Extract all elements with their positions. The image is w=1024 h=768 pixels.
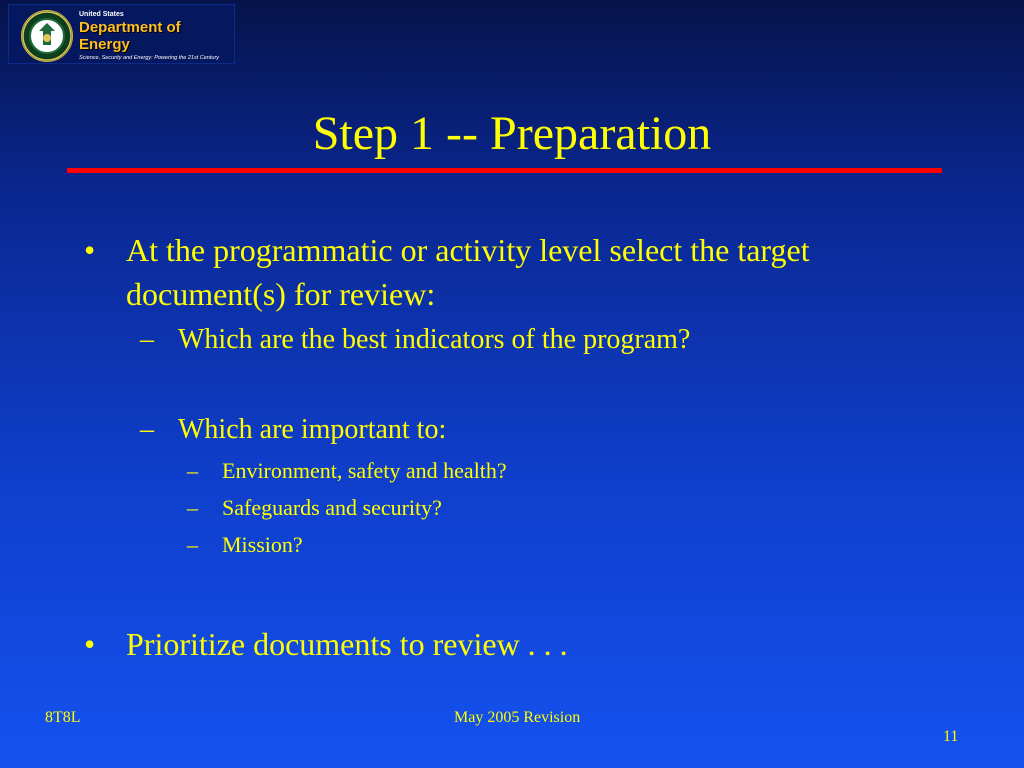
sub-sub-bullet-text: Environment, safety and health? [222,458,507,483]
footer-revision-date: May 2005 Revision [454,709,581,726]
bullet-text: Prioritize documents to review . . . [126,626,568,662]
bullet-item [84,228,904,316]
logo-country-text: United States [79,11,124,18]
sub-bullet-item [140,413,900,447]
sub-sub-bullet-marker: – [187,495,198,520]
logo-tagline: Science, Security and Energy: Powering the 21st Century [79,55,220,61]
footer-left-label: 8T8L [45,709,81,726]
sub-sub-bullet-item [187,457,787,485]
sub-sub-bullet-text: Safeguards and security? [222,495,442,520]
sub-sub-bullet-marker: – [187,458,198,483]
bullet-marker: • [84,232,96,268]
sub-sub-bullet-text: Mission? [222,532,303,557]
sub-sub-bullet-item [187,494,787,522]
page-number: 11 [943,728,959,745]
slide-title: Step 1 -- Preparation [312,107,712,160]
sub-bullet-marker: – [140,324,154,355]
sub-bullet-marker: – [140,414,154,445]
bullet-marker: • [84,626,96,662]
sub-sub-bullet-item [187,531,787,559]
bullet-item [84,622,904,666]
sub-bullet-item [140,323,900,357]
bullet-text: At the programmatic or activity level select the target document(s) for review: [126,232,810,312]
sub-bullet-text: Which are important to: [178,414,447,445]
sub-sub-bullet-marker: – [187,532,198,557]
logo-agency-name: Department of Energy [79,19,181,53]
sub-bullet-text: Which are the best indicators of the program? [178,324,691,355]
